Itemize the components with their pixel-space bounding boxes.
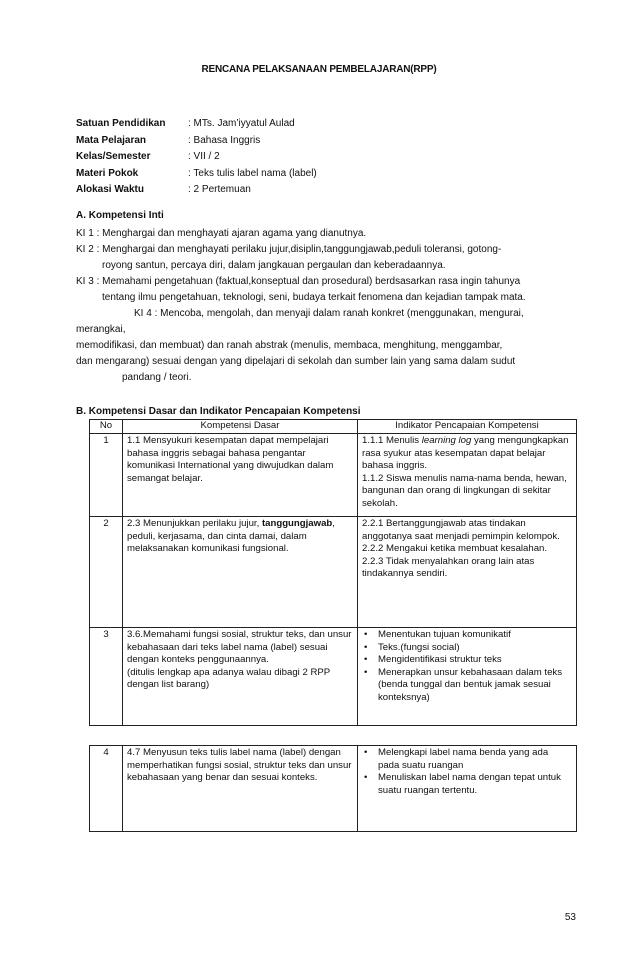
ki-4-line-2: merangkai, (76, 324, 126, 335)
info-key: Satuan Pendidikan (76, 118, 166, 129)
info-row (76, 116, 536, 133)
indicator-item: 1.1.1 Menulis learning log yang mengungkapkan rasa syukur atas kesempatan dapat belajar bahasa inggris. (362, 435, 569, 471)
list-item: • Mengidentifikasi struktur teks (378, 654, 572, 667)
info-value: : Teks tulis label nama (label) (188, 167, 317, 179)
kd-cell: 3.6.Memahami fungsi sosial, struktur teks, dan unsur kebahasaan dari teks label nama (label) sesuai dengan konteks penggunaannya. (ditulis lengkap apa adanya walau dibagi 2 RPP dengan list barang) (123, 628, 358, 726)
info-key: Mata Pelajaran (76, 134, 147, 146)
ki-3-line-1: KI 3 : Memahami pengetahuan (faktual,konseptual dan prosedural) berdsasarkan rasa ingin tahunya (76, 276, 521, 287)
ki-4-line-3: memodifikasi, dan membuat) dan ranah abstrak (menulis, membaca, menghitung, menggambar, (76, 340, 503, 351)
ki-4-line-5: pandang / teori. (122, 372, 192, 383)
ki-3-line-2: tentang ilmu pengetahuan, teknologi, seni, budaya terkait fenomena dan kejadian tampak mata. (102, 292, 526, 303)
section-a-heading: A. Kompetensi Inti (76, 210, 164, 221)
indicator-item: 2.2.2 Mengakui ketika membuat kesalahan. (362, 543, 548, 554)
info-row (76, 149, 536, 166)
header-kd: Kompetensi Dasar (123, 420, 358, 434)
ki-2-line-2: royong santun, percaya diri, dalam jangkauan pergaulan dan keberadaannya. (102, 260, 446, 271)
ki-4-line-4: dan mengarang) sesuai dengan yang dipelajari di sekolah dan sumber lain yang sama dalam sudut (76, 356, 516, 367)
list-item: • Menentukan tujuan komunikatif (378, 629, 572, 642)
header-indicator: Indikator Pencapaian Kompetensi (358, 420, 577, 434)
ki-4-line-1: KI 4 : Mencoba, mengolah, dan menyaji dalam ranah konkret (menggunakan, mengurai, (134, 308, 524, 319)
info-value: : Bahasa Inggris (188, 134, 261, 146)
info-row (76, 133, 536, 150)
info-value: : VII / 2 (188, 151, 220, 162)
indicator-cell (358, 628, 577, 726)
indicator-item: 2.2.3 Tidak menyalahkan orang lain atas tindakannya sendiri. (362, 555, 535, 579)
competency-table (89, 419, 577, 726)
table-row (90, 628, 577, 726)
table-header-row (90, 420, 577, 434)
table-row (90, 434, 577, 517)
indicator-list (362, 629, 572, 704)
kd-cell: 2.3 Menunjukkan perilaku jujur, tanggungjawab, peduli, kerjasama, dan cinta damai, dalam melaksanakan komunikasi fungsional. (123, 517, 358, 628)
row-number: 2 (90, 517, 123, 628)
table-row (90, 746, 577, 832)
indicator-cell (358, 746, 577, 832)
document-title: RENCANA PELAKSANAAN PEMBELAJARAN(RPP) (201, 64, 437, 75)
indicator-list (362, 747, 572, 797)
kd-cell: 1.1 Mensyukuri kesempatan dapat mempelajari bahasa inggris sebagai bahasa pengantar komunikasi International yang diwujudkan dalam semangat belajar. (123, 434, 358, 517)
indicator-item: 1.1.2 Siswa menulis nama-nama benda, hewan, bangunan dan orang di lingkungan di sekitar sekolah. (362, 472, 567, 509)
info-value: : MTs. Jam’iyyatul Aulad (188, 118, 295, 129)
list-item: • Menuliskan label nama dengan tepat untuk suatu ruangan tertentu. (378, 772, 572, 797)
info-row (76, 166, 536, 183)
row-number: 3 (90, 628, 123, 726)
row-number: 4 (90, 746, 123, 832)
indicator-cell (358, 517, 577, 628)
section-b-heading: B. Kompetensi Dasar dan Indikator Pencapaian Kompetensi (76, 406, 361, 417)
info-key: Alokasi Waktu (76, 184, 144, 195)
kd-cell: 4.7 Menyusun teks tulis label nama (label) dengan memperhatikan fungsi sosial, struktur teks dan unsur kebahasaan yang benar dan sesuai konteks. (123, 746, 358, 832)
list-item: • Menerapkan unsur kebahasaan dalam teks (benda tunggal dan bentuk jamak sesuai konteksnya) (378, 667, 572, 705)
ki-1: KI 1 : Menghargai dan menghayati ajaran agama yang dianutnya. (76, 228, 367, 239)
row-number: 1 (90, 434, 123, 517)
header-no: No (90, 420, 123, 434)
list-item: • Teks.(fungsi social) (378, 642, 572, 655)
info-key: Kelas/Semester (76, 151, 151, 162)
info-row (76, 182, 536, 199)
list-item: • Melengkapi label nama benda yang ada pada suatu ruangan (378, 747, 572, 772)
indicator-cell (358, 434, 577, 517)
ki-2-line-1: KI 2 : Menghargai dan menghayati perilaku jujur,disiplin,tanggungjawab,peduli toleransi, gotong- (76, 244, 502, 255)
page-number: 53 (564, 912, 576, 923)
info-value: : 2 Pertemuan (188, 184, 251, 195)
table-row (90, 517, 577, 628)
info-key: Materi Pokok (76, 167, 139, 179)
indicator-item: 2.2.1 Bertanggungjawab atas tindakan anggotanya saat menjadi pemimpin kelompok. (362, 518, 560, 542)
competency-table-continued (89, 745, 577, 832)
identity-block (76, 116, 536, 199)
